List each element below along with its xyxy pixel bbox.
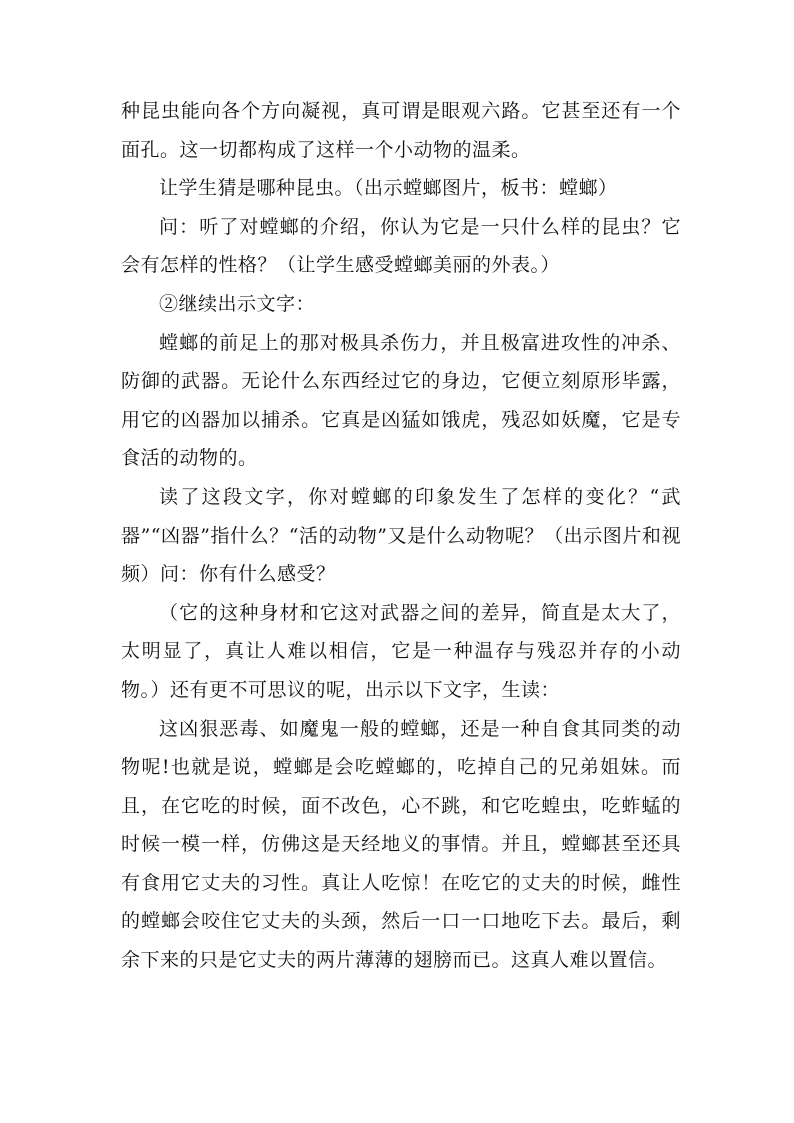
document-body [121, 92, 681, 980]
paragraph-4: ②继续出示文字： [159, 292, 316, 315]
paragraph-8: 这凶狠恶毒、如魔鬼一般的螳螂，还是一种自食其同类的动物呢!也就是说，螳螂是会吃螳螂的，吃掉自己的兄弟姐妹。而且，在它吃的时候，面不改色，心不跳，和它吃蝗虫，吃蚱蜢的时候一模一样，仿佛这是天经地义的事情。并且，螳螂甚至还具有食用它丈夫的习性。真让人吃惊！在吃它的丈夫的时候，雌性的螳螂会咬住它丈夫的头颈，然后一口一口地吃下去。最后，剩余下来的只是它丈夫的两片薄薄的翅膀而已。这真人难以置信。 [121, 717, 681, 972]
paragraph-5: 螳螂的前足上的那对极具杀伤力，并且极富进攻性的冲杀、防御的武器。无论什么东西经过它的身边，它便立刻原形毕露，用它的凶器加以捕杀。它真是凶猛如饿虎，残忍如妖魔，它是专食活的动物的。 [121, 331, 681, 470]
paragraph-7: （它的这种身材和它这对武器之间的差异，简直是太大了，太明显了，真让人难以相信，它是一种温存与残忍并存的小动物。）还有更不可思议的呢，出示以下文字，生读： [121, 601, 681, 701]
paragraph-3: 问：听了对螳螂的介绍，你认为它是一只什么样的昆虫？它会有怎样的性格？（让学生感受螳螂美丽的外表。） [121, 215, 681, 277]
paragraph-1: 种昆虫能向各个方向凝视，真可谓是眼观六路。它甚至还有一个面孔。这一切都构成了这样一个小动物的温柔。 [121, 100, 681, 161]
paragraph-6: 读了这段文字，你对螳螂的印象发生了怎样的变化？“武器”“凶器”指什么？“活的动物”又是什么动物呢？（出示图片和视频）问：你有什么感受？ [121, 485, 681, 586]
paragraph-2: 让学生猜是哪种昆虫。（出示螳螂图片，板书：螳螂） [159, 177, 618, 200]
